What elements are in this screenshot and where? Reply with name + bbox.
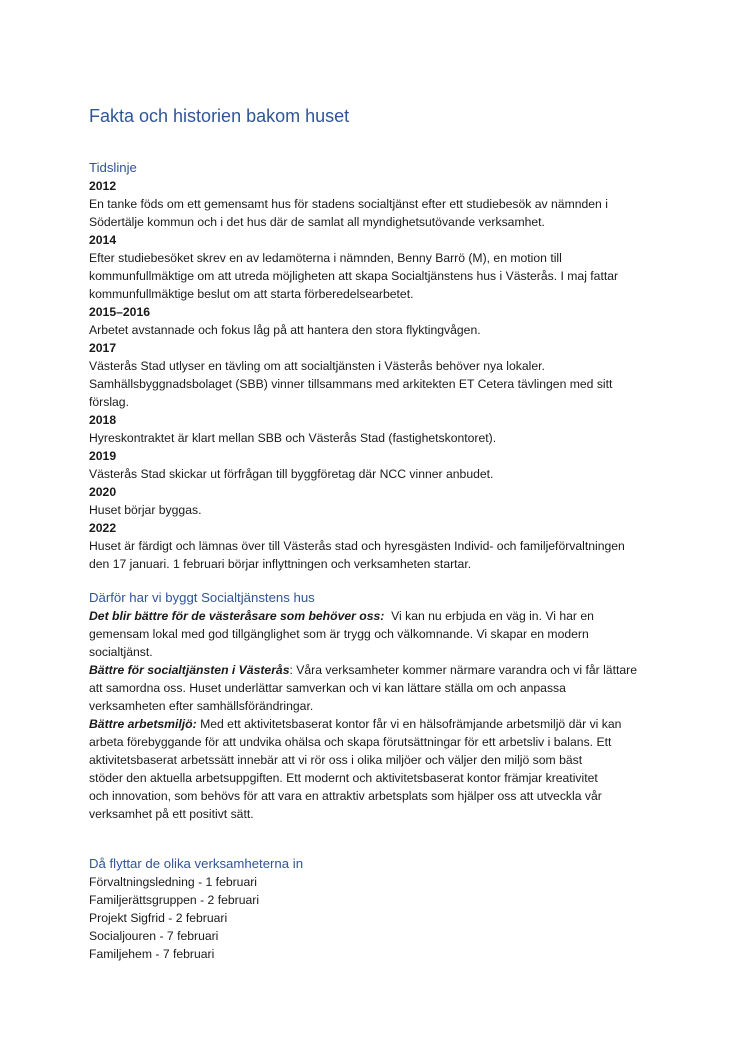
timeline-entry — [89, 303, 669, 339]
timeline-text: kommunfullmäktige om att utreda möjligheten att skapa Socialtjänstens hus i Västerås. I maj fattar — [89, 269, 619, 283]
timeline-text: Västerås Stad skickar ut förfrågan till byggföretag där NCC vinner anbudet. — [89, 467, 494, 481]
timeline-year: 2012 — [89, 179, 117, 193]
timeline-entry — [89, 177, 669, 231]
paragraph-text: socialtjänst. — [89, 645, 153, 659]
list-item: Projekt Sigfrid - 2 februari — [89, 911, 228, 925]
paragraph-text: gemensam lokal med god tillgänglighet som är trygg och välkomnande. Vi skapar en modern — [89, 627, 589, 641]
paragraph-text: : Våra verksamheter kommer närmare varandra och vi får lättare — [289, 663, 637, 677]
list-item: Socialjouren - 7 februari — [89, 929, 219, 943]
timeline-text: Södertälje kommun och i det hus där de samlat all myndighetsutövande verksamhet. — [89, 215, 545, 229]
timeline-text: Huset börjar byggas. — [89, 503, 202, 517]
moves-heading: Då flyttar de olika verksamheterna in — [89, 856, 304, 871]
timeline-text: Arbetet avstannade och fokus låg på att hantera den stora flyktingvågen. — [89, 323, 481, 337]
timeline-text: Hyreskontraktet är klart mellan SBB och Västerås Stad (fastighetskontoret). — [89, 431, 497, 445]
paragraph-text: Vi kan nu erbjuda en väg in. Vi har en — [384, 609, 594, 623]
timeline-year: 2018 — [89, 413, 117, 427]
timeline-year: 2022 — [89, 521, 117, 535]
timeline-text: förslag. — [89, 395, 129, 409]
paragraph-text: och innovation, som behövs för att vara en attraktiv arbetsplats som hjälper oss att utveckla vår — [89, 789, 602, 803]
why-heading: Därför har vi byggt Socialtjänstens hus — [89, 590, 315, 605]
timeline-entry — [89, 411, 669, 447]
timeline-text: En tanke föds om ett gemensamt hus för stadens socialtjänst efter ett studiebesök av nämnden i — [89, 197, 608, 211]
timeline-heading: Tidslinje — [89, 160, 137, 175]
page-title: Fakta och historien bakom huset — [89, 106, 350, 126]
why-paragraph-visitors — [89, 607, 669, 661]
timeline-year: 2015–2016 — [89, 305, 151, 319]
timeline-entry — [89, 447, 669, 483]
timeline-year: 2017 — [89, 341, 117, 355]
paragraph-lead: Det blir bättre för de västeråsare som behöver oss: — [89, 609, 385, 623]
timeline-entry — [89, 519, 669, 573]
why-paragraph-workenvironment — [89, 715, 669, 823]
moves-section — [89, 855, 669, 963]
paragraph-text: stöder den aktuella arbetsuppgiften. Ett modernt och aktivitetsbaserat kontor främjar kreativitet — [89, 771, 598, 785]
timeline-text: den 17 januari. 1 februari börjar inflyttningen och verksamheten startar. — [89, 557, 472, 571]
timeline-text: Västerås Stad utlyser en tävling om att socialtjänsten i Västerås behöver nya lokaler. — [89, 359, 545, 373]
list-item: Familjerättsgruppen - 2 februari — [89, 893, 260, 907]
timeline-entry — [89, 339, 669, 411]
why-section — [89, 589, 669, 823]
paragraph-text: aktivitetsbaserat arbetssätt innebär att vi rör oss i olika miljöer och väljer den miljö som bäst — [89, 753, 583, 767]
paragraph-text: verksamheten efter samhällsförändringar. — [89, 699, 314, 713]
why-paragraph-socialservice — [89, 661, 669, 715]
timeline-year: 2014 — [89, 233, 117, 247]
timeline-text: kommunfullmäktige beslut om att starta förberedelsearbetet. — [89, 287, 414, 301]
paragraph-lead: Bättre för socialtjänsten i Västerås — [89, 663, 290, 677]
paragraph-text: arbeta förebyggande för att undvika ohälsa och skapa förutsättningar för ett arbetsliv i balans. Ett — [89, 735, 612, 749]
timeline-text: Samhällsbyggnadsbolaget (SBB) vinner tillsammans med arkitekten ET Cetera tävlingen med sitt — [89, 377, 613, 391]
list-item: Förvaltningsledning - 1 februari — [89, 875, 258, 889]
paragraph-text: att samordna oss. Huset underlättar samverkan och vi kan lättare ställa om och anpassa — [89, 681, 566, 695]
timeline-entry — [89, 231, 669, 303]
paragraph-text: verksamhet på ett positivt sätt. — [89, 807, 254, 821]
paragraph-text: Med ett aktivitetsbaserat kontor får vi en hälsofrämjande arbetsmiljö där vi kan — [196, 717, 622, 731]
timeline-year: 2020 — [89, 485, 117, 499]
timeline-entry — [89, 483, 669, 519]
timeline-year: 2019 — [89, 449, 117, 463]
timeline-text: Efter studiebesöket skrev en av ledamöterna i nämnden, Benny Barrö (M), en motion till — [89, 251, 562, 265]
list-item: Familjehem - 7 februari — [89, 947, 215, 961]
timeline-text: Huset är färdigt och lämnas över till Västerås stad och hyresgästen Individ- och familjeförvaltningen — [89, 539, 625, 553]
timeline-section — [89, 159, 669, 573]
paragraph-lead: Bättre arbetsmiljö: — [89, 717, 197, 731]
